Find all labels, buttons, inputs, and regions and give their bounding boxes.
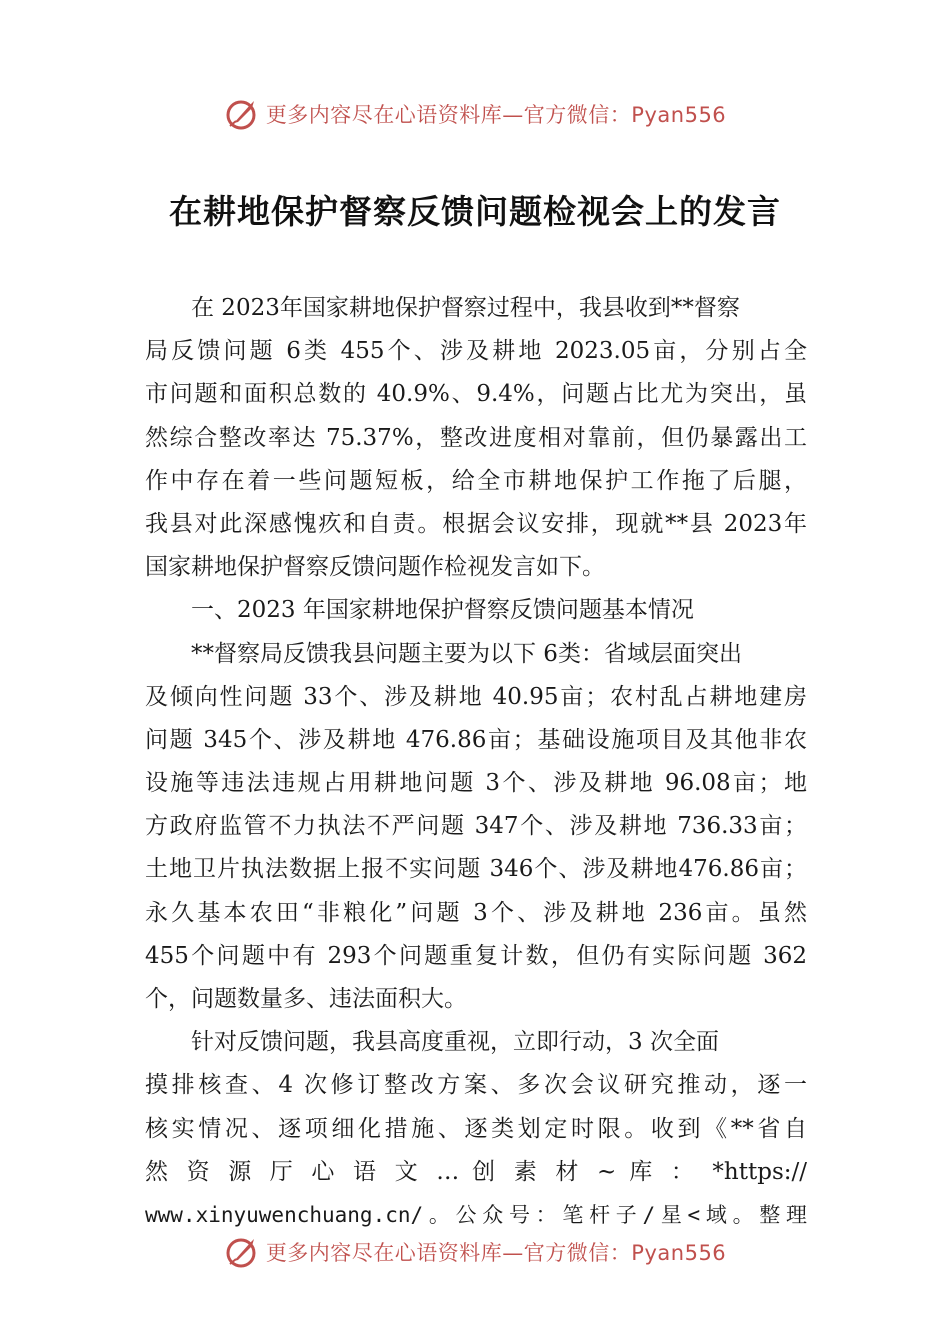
document-body [145,287,807,1237]
body-line: www.xinyuwenchuang.cn/。公众号：笔杆子/星<域。整理 [145,1202,807,1227]
body-line: 设施等违法违规占用耕地问题 3个、涉及耕地 96.08亩；地 [145,770,807,797]
body-line: 方政府监管不力执法不严问题 347个、涉及耕地 736.33亩； [145,813,807,840]
quill-logo-icon [224,96,260,132]
section-heading: 一、2023 年国家耕地保护督察反馈问题基本情况 [191,597,694,624]
body-line: 个，问题数量多、违法面积大。 [145,986,467,1012]
body-line: 国家耕地保护督察反馈问题作检视发言如下。 [145,554,605,581]
body-line: 在 2023年国家耕地保护督察过程中，我县收到**督察 [191,295,740,321]
header-watermark-text: 更多内容尽在心语资料库—官方微信：Pyan556 [265,103,727,127]
body-line: 问题 345个、涉及耕地 476.86亩；基础设施项目及其他非农 [145,726,807,753]
body-line: 我县对此深感愧疚和自责。根据会议安排，现就**县 2023年 [145,510,807,537]
body-line: 针对反馈问题，我县高度重视，立即行动，3 次全面 [191,1029,719,1056]
footer-watermark-text: 更多内容尽在心语资料库—官方微信：Pyan556 [265,1241,727,1265]
body-line: 局反馈问题 6类 455个、涉及耕地 2023.05亩，分别占全 [145,338,807,365]
body-line: 作中存在着一些问题短板，给全市耕地保护工作拖了后腿， [145,467,807,494]
body-line: 市问题和面积总数的 40.9%、9.4%，问题占比尤为突出，虽 [145,381,807,408]
body-line: 然综合整改率达 75.37%，整改进度相对靠前，但仍暴露出工 [145,424,807,451]
body-line: 永久基本农田“非粮化”问题 3个、涉及耕地 236亩。虽然 [145,899,807,926]
header-watermark-banner [0,94,950,134]
quill-logo-icon [224,1234,260,1270]
footer-watermark-banner [0,1232,950,1272]
body-line: 摸排核查、4 次修订整改方案、多次会议研究推动，逐一 [145,1072,807,1099]
body-line: 455个问题中有 293个问题重复计数，但仍有实际问题 362 [145,942,807,969]
body-line: 然 资 源 厅 心 语 文 … 创 素 材 ~ 库 ： *https:// [145,1158,807,1185]
body-line: 核实情况、逐项细化措施、逐类划定时限。收到《**省自 [145,1115,807,1142]
body-line: **督察局反馈我县问题主要为以下 6类：省域层面突出 [191,640,742,667]
body-line: 及倾向性问题 33个、涉及耕地 40.95亩；农村乱占耕地建房 [145,683,807,710]
body-line: 土地卫片执法数据上报不实问题 346个、涉及耕地476.86亩； [145,856,807,883]
document-title: 在耕地保护督察反馈问题检视会上的发言 [169,192,781,231]
